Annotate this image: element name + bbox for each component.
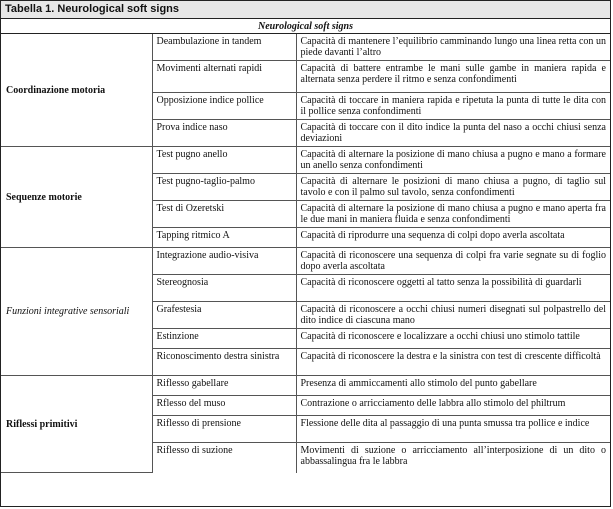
table-header: Neurological soft signs	[1, 19, 610, 34]
table-row	[1, 147, 610, 174]
test-description-cell: Capacità di alternare la posizione di mano chiusa a pugno e mano aperta fra le due mani in maniera fluida e senza confondimenti	[296, 201, 610, 228]
test-name-cell: Deambulazione in tandem	[152, 34, 296, 61]
test-description-cell: Capacità di riprodurre una sequenza di colpi dopo averla ascoltata	[296, 228, 610, 248]
test-description-cell: Presenza di ammiccamenti allo stimolo del punto gabellare	[296, 376, 610, 396]
soft-signs-table	[1, 19, 610, 473]
category-cell: Sequenze motorie	[1, 147, 152, 248]
test-name-cell: Test pugno anello	[152, 147, 296, 174]
category-cell: Riflessi primitivi	[1, 376, 152, 473]
test-description-cell: Flessione delle dita al passaggio di una punta smussa tra pollice e indice	[296, 416, 610, 443]
test-name-cell: Estinzione	[152, 329, 296, 349]
test-name-cell: Riconoscimento destra sinistra	[152, 349, 296, 376]
test-description-cell: Movimenti di suzione o arricciamento all’interposizione di un dito o abbassalingua fra le labbra	[296, 443, 610, 473]
test-name-cell: Prova indice naso	[152, 120, 296, 147]
test-description-cell: Capacità di alternare le posizioni di mano chiusa a pugno, di taglio sul tavolo e con il palmo sul tavolo, senza confondimenti	[296, 174, 610, 201]
test-name-cell: Riflesso di suzione	[152, 443, 296, 473]
test-description-cell: Capacità di riconoscere a occhi chiusi numeri disegnati sul polpastrello del dito indice di ciascuna mano	[296, 302, 610, 329]
test-name-cell: Rflesso del muso	[152, 396, 296, 416]
table-row	[1, 248, 610, 275]
test-name-cell: Riflesso di prensione	[152, 416, 296, 443]
test-description-cell: Capacità di alternare la posizione di mano chiusa a pugno e mano a formare un anello senza confondimenti	[296, 147, 610, 174]
test-name-cell: Riflesso gabellare	[152, 376, 296, 396]
test-name-cell: Stereognosia	[152, 275, 296, 302]
test-description-cell: Capacità di battere entrambe le mani sulle gambe in maniera rapida e alternata senza perdere il ritmo e senza confondimenti	[296, 61, 610, 93]
test-name-cell: Grafestesia	[152, 302, 296, 329]
test-description-cell: Capacità di riconoscere e localizzare a occhi chiusi uno stimolo tattile	[296, 329, 610, 349]
test-description-cell: Capacità di riconoscere una sequenza di colpi fra varie segnate su di foglio dopo averla ascoltata	[296, 248, 610, 275]
test-description-cell: Capacità di riconoscere oggetti al tatto senza la possibilità di guardarli	[296, 275, 610, 302]
test-name-cell: Test pugno-taglio-palmo	[152, 174, 296, 201]
test-description-cell: Contrazione o arricciamento delle labbra allo stimolo del philtrum	[296, 396, 610, 416]
category-cell: Funzioni integrative sensoriali	[1, 248, 152, 376]
table-caption: Tabella 1. Neurological soft signs	[1, 1, 610, 19]
test-description-cell: Capacità di toccare con il dito indice la punta del naso a occhi chiusi senza deviazioni	[296, 120, 610, 147]
test-description-cell: Capacità di toccare in maniera rapida e ripetuta la punta di tutte le dita con il pollice senza confondimenti	[296, 93, 610, 120]
table-header-row	[1, 19, 610, 34]
test-name-cell: Opposizione indice pollice	[152, 93, 296, 120]
test-description-cell: Capacità di mantenere l’equilibrio camminando lungo una linea retta con un piede davanti l’altro	[296, 34, 610, 61]
test-description-cell: Capacità di riconoscere la destra e la sinistra con test di crescente difficoltà	[296, 349, 610, 376]
category-cell: Coordinazione motoria	[1, 34, 152, 147]
test-name-cell: Integrazione audio-visiva	[152, 248, 296, 275]
table-row	[1, 34, 610, 61]
test-name-cell: Movimenti alternati rapidi	[152, 61, 296, 93]
test-name-cell: Tapping ritmico A	[152, 228, 296, 248]
table-row	[1, 376, 610, 396]
test-name-cell: Test di Ozeretski	[152, 201, 296, 228]
